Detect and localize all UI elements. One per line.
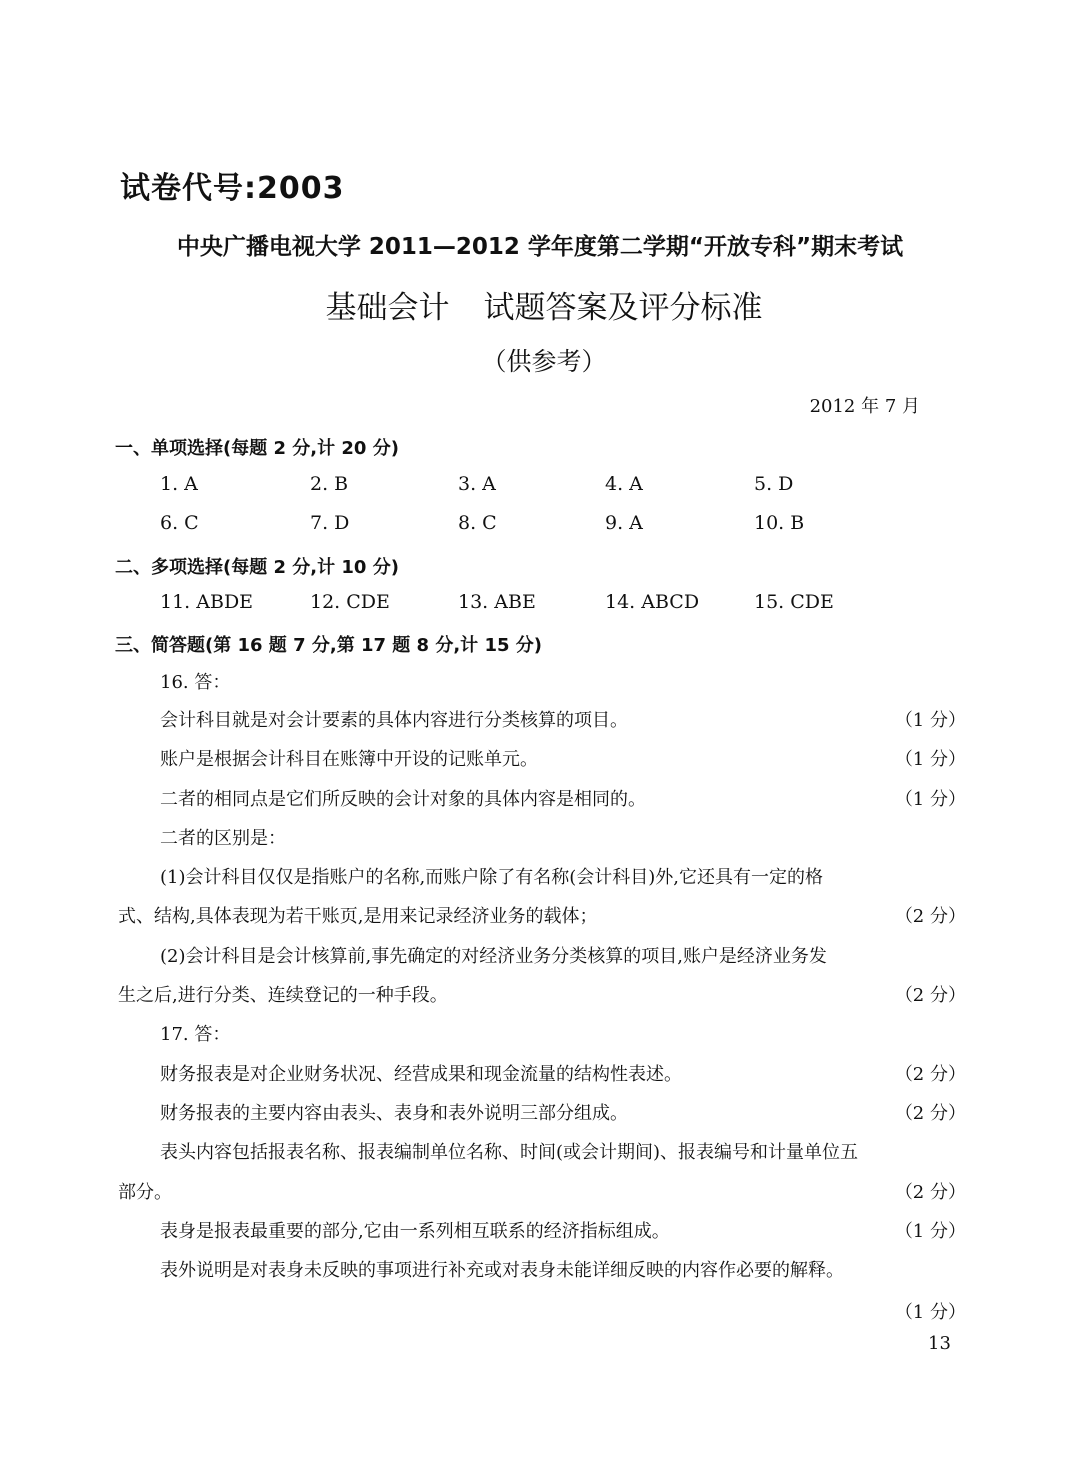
answer-line: 财务报表的主要内容由表头、表身和表外说明三部分组成。 （2 分） xyxy=(118,1101,966,1127)
score-label: （1 分） xyxy=(894,710,966,731)
exam-date: 2012 年 7 月 xyxy=(809,396,920,417)
answer-row xyxy=(160,473,920,499)
score-label: （2 分） xyxy=(894,1064,966,1085)
answer-line: 财务报表是对企业财务状况、经营成果和现金流量的结构性表述。 （2 分） xyxy=(118,1062,966,1088)
answer-line: 部分。 （2 分） xyxy=(118,1180,966,1206)
answer-row xyxy=(160,512,920,538)
answer-line: 二者的相同点是它们所反映的会计对象的具体内容是相同的。 （1 分） xyxy=(118,787,966,813)
answer-item: 14. ABCD xyxy=(605,591,700,613)
paper-code: 试卷代号:2003 xyxy=(120,171,345,206)
section-short-answer-heading: 三、简答题(第 16 题 7 分,第 17 题 8 分,计 15 分) xyxy=(115,635,542,656)
answer-item: 7. D xyxy=(310,512,350,534)
score-label: （1 分） xyxy=(894,789,966,810)
answer-line: 表身是报表最重要的部分,它由一系列相互联系的经济指标组成。 （1 分） xyxy=(118,1219,966,1245)
answer-item: 6. C xyxy=(160,512,199,534)
score-label: （1 分） xyxy=(894,1221,966,1242)
score-label: （1 分） xyxy=(894,1302,966,1323)
score-label: （2 分） xyxy=(894,1182,966,1203)
answer-item: 1. A xyxy=(160,473,198,495)
section-single-choice-heading: 一、单项选择(每题 2 分,计 20 分) xyxy=(115,438,399,459)
score-label: （2 分） xyxy=(894,906,966,927)
document-type: 试题答案及评分标准 xyxy=(483,290,763,326)
answer-item: 9. A xyxy=(605,512,643,534)
answer-row xyxy=(160,591,920,617)
answer-line: (1)会计科目仅仅是指账户的名称,而账户除了有名称(会计科目)外,它还具有一定的格 xyxy=(160,867,823,888)
score-label: （2 分） xyxy=(894,985,966,1006)
answer-line: 二者的区别是： xyxy=(160,828,286,849)
answer-item: 10. B xyxy=(754,512,805,534)
answer-item: 13. ABE xyxy=(458,591,536,613)
answer-item: 4. A xyxy=(605,473,643,495)
page-number: 13 xyxy=(928,1333,951,1354)
answer-line: 账户是根据会计科目在账簿中开设的记账单元。 （1 分） xyxy=(118,747,966,773)
answer-line: 表外说明是对表身未反映的事项进行补充或对表身未能详细反映的内容作必要的解释。 xyxy=(160,1260,844,1281)
section-multiple-choice-heading: 二、多项选择(每题 2 分,计 10 分) xyxy=(115,557,399,578)
answer-line: 式、结构,具体表现为若干账页,是用来记录经济业务的载体； （2 分） xyxy=(118,904,966,930)
document-title xyxy=(0,282,1080,327)
exam-title: 中央广播电视大学 2011—2012 学年度第二学期“开放专科”期末考试 xyxy=(176,234,904,260)
answer-line: 表头内容包括报表名称、报表编制单位名称、时间(或会计期间)、报表编号和计量单位五 xyxy=(160,1142,859,1163)
reference-note: （供参考） xyxy=(481,347,607,376)
answer-item: 11. ABDE xyxy=(160,591,254,613)
answer-item: 3. A xyxy=(458,473,496,495)
answer-item: 2. B xyxy=(310,473,349,495)
answer-item: 12. CDE xyxy=(310,591,390,613)
answer-item: 5. D xyxy=(754,473,794,495)
score-label: （1 分） xyxy=(894,749,966,770)
answer-item: 15. CDE xyxy=(754,591,834,613)
answer-line: (2)会计科目是会计核算前,事先确定的对经济业务分类核算的项目,账户是经济业务发 xyxy=(160,946,827,967)
score-label: （2 分） xyxy=(894,1103,966,1124)
question-label: 16. 答： xyxy=(160,672,231,693)
answer-line: 生之后,进行分类、连续登记的一种手段。 （2 分） xyxy=(118,983,966,1009)
answer-line: 会计科目就是对会计要素的具体内容进行分类核算的项目。 （1 分） xyxy=(118,708,966,734)
question-label: 17. 答： xyxy=(160,1024,231,1045)
subject-name: 基础会计 xyxy=(325,290,450,326)
answer-item: 8. C xyxy=(458,512,497,534)
